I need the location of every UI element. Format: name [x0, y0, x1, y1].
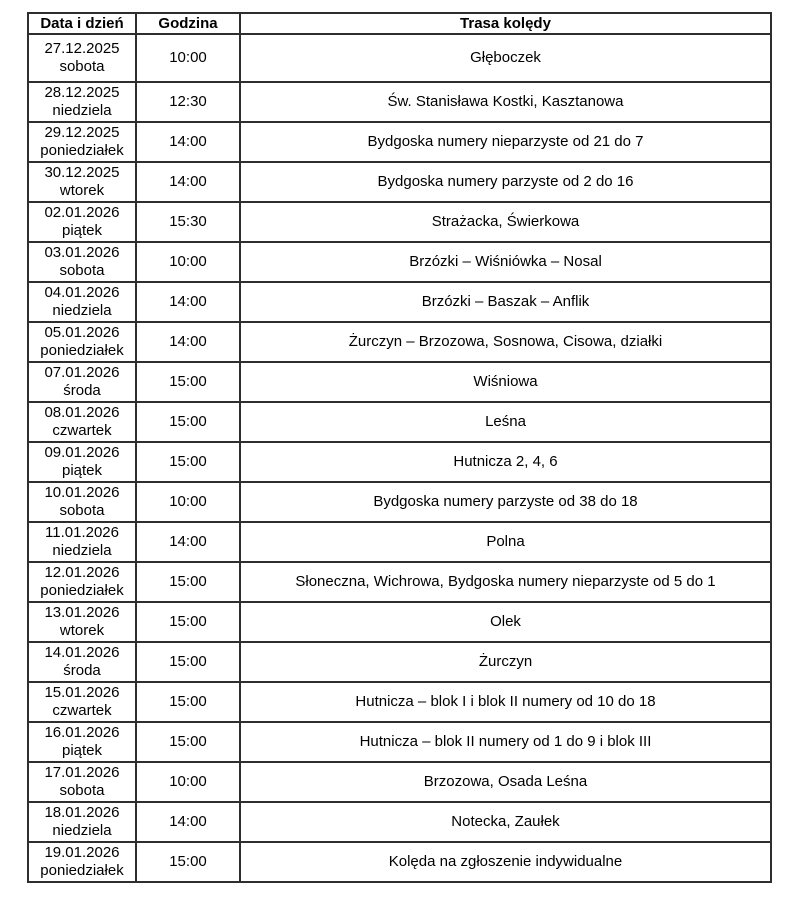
route-cell [240, 242, 771, 282]
time-label: 14:00 [169, 133, 207, 150]
header-time: Godzina [136, 13, 240, 34]
route-cell [240, 642, 771, 682]
time-label: 14:00 [169, 813, 207, 830]
time-cell [136, 402, 240, 442]
time-label: 15:00 [169, 413, 207, 430]
time-label: 14:00 [169, 173, 207, 190]
route-cell [240, 722, 771, 762]
day-label: czwartek [52, 422, 112, 439]
date-label: 04.01.2026 [44, 284, 120, 301]
route-cell [240, 162, 771, 202]
time-label: 10:00 [169, 49, 207, 66]
table-row [28, 762, 771, 802]
date-label: 16.01.2026 [44, 724, 120, 741]
route-cell [240, 322, 771, 362]
date-label: 09.01.2026 [44, 444, 120, 461]
time-label: 12:30 [169, 93, 207, 110]
table-row [28, 802, 771, 842]
date-cell [28, 34, 136, 82]
date-cell [28, 802, 136, 842]
day-label: piątek [61, 462, 103, 479]
table-row [28, 682, 771, 722]
route-label: Leśna [485, 413, 526, 430]
time-cell [136, 362, 240, 402]
route-label: Żurczyn – Brzozowa, Sosnowa, Cisowa, działki [348, 333, 663, 350]
table-row [28, 362, 771, 402]
time-label: 14:00 [169, 533, 207, 550]
date-label: 11.01.2026 [45, 524, 119, 541]
table-row [28, 442, 771, 482]
route-cell [240, 282, 771, 322]
route-cell [240, 202, 771, 242]
route-cell [240, 762, 771, 802]
route-label: Wiśniowa [473, 373, 538, 390]
time-label: 10:00 [169, 773, 207, 790]
time-label: 15:00 [169, 853, 207, 870]
time-cell [136, 162, 240, 202]
route-cell [240, 34, 771, 82]
time-cell [136, 642, 240, 682]
route-cell [240, 562, 771, 602]
date-label: 07.01.2026 [44, 364, 120, 381]
route-label: Polna [486, 533, 525, 550]
time-cell [136, 482, 240, 522]
time-cell [136, 34, 240, 82]
date-cell [28, 82, 136, 122]
time-label: 15:00 [169, 613, 207, 630]
table-row [28, 402, 771, 442]
route-cell [240, 442, 771, 482]
date-cell [28, 642, 136, 682]
route-cell [240, 402, 771, 442]
route-label: Brzózki – Baszak – Anflik [421, 293, 590, 310]
day-label: piątek [61, 222, 103, 239]
date-label: 10.01.2026 [44, 484, 120, 501]
table-row [28, 34, 771, 82]
table-row [28, 842, 771, 882]
route-label: Bydgoska numery parzyste od 38 do 18 [373, 493, 638, 510]
date-cell [28, 522, 136, 562]
date-label: 14.01.2026 [44, 644, 120, 661]
date-cell [28, 282, 136, 322]
day-label: środa [63, 382, 101, 399]
schedule-table-header [28, 13, 771, 34]
table-row [28, 522, 771, 562]
time-cell [136, 562, 240, 602]
time-cell [136, 202, 240, 242]
time-label: 15:00 [169, 573, 207, 590]
date-cell [28, 162, 136, 202]
day-label: niedziela [52, 102, 112, 119]
schedule-table-body [28, 34, 771, 882]
day-label: czwartek [52, 702, 112, 719]
time-cell [136, 722, 240, 762]
day-label: sobota [59, 782, 105, 799]
time-cell [136, 442, 240, 482]
date-cell [28, 562, 136, 602]
day-label: poniedziałek [40, 142, 124, 159]
time-label: 14:00 [169, 293, 207, 310]
route-cell [240, 82, 771, 122]
table-row [28, 562, 771, 602]
route-label: Kolęda na zgłoszenie indywidualne [388, 853, 623, 870]
day-label: wtorek [59, 622, 105, 639]
route-label: Olek [490, 613, 521, 630]
date-cell [28, 682, 136, 722]
date-label: 27.12.2025 [44, 40, 120, 57]
route-cell [240, 842, 771, 882]
date-label: 02.01.2026 [44, 204, 120, 221]
time-cell [136, 122, 240, 162]
date-label: 05.01.2026 [44, 324, 120, 341]
date-label: 30.12.2025 [44, 164, 120, 181]
time-cell [136, 802, 240, 842]
table-row [28, 202, 771, 242]
header-route: Trasa kolędy [240, 13, 771, 34]
table-row [28, 722, 771, 762]
time-cell [136, 682, 240, 722]
route-label: Bydgoska numery nieparzyste od 21 do 7 [367, 133, 644, 150]
header-date-day: Data i dzień [28, 13, 136, 34]
date-label: 13.01.2026 [44, 604, 120, 621]
route-label: Żurczyn [478, 653, 533, 670]
time-cell [136, 82, 240, 122]
route-cell [240, 802, 771, 842]
route-cell [240, 482, 771, 522]
route-label: Brzozowa, Osada Leśna [423, 773, 588, 790]
time-label: 15:00 [169, 733, 207, 750]
table-row [28, 482, 771, 522]
date-cell [28, 242, 136, 282]
route-cell [240, 682, 771, 722]
date-label: 17.01.2026 [44, 764, 120, 781]
time-cell [136, 762, 240, 802]
time-label: 10:00 [169, 493, 207, 510]
day-label: wtorek [59, 182, 105, 199]
date-label: 28.12.2025 [44, 84, 120, 101]
date-label: 03.01.2026 [44, 244, 120, 261]
time-cell [136, 282, 240, 322]
time-label: 14:00 [169, 333, 207, 350]
time-label: 15:00 [169, 693, 207, 710]
date-cell [28, 842, 136, 882]
route-cell [240, 122, 771, 162]
route-label: Hutnicza – blok II numery od 1 do 9 i blok III [359, 733, 652, 750]
time-label: 15:00 [169, 373, 207, 390]
date-cell [28, 322, 136, 362]
date-cell [28, 402, 136, 442]
day-label: niedziela [52, 542, 112, 559]
time-cell [136, 322, 240, 362]
day-label: środa [63, 662, 101, 679]
time-label: 15:00 [169, 453, 207, 470]
date-cell [28, 762, 136, 802]
header-row [28, 13, 771, 34]
day-label: niedziela [52, 302, 112, 319]
route-label: Bydgoska numery parzyste od 2 do 16 [377, 173, 634, 190]
route-label: Głęboczek [470, 49, 541, 66]
route-cell [240, 362, 771, 402]
day-label: poniedziałek [40, 862, 124, 879]
time-label: 15:00 [169, 653, 207, 670]
route-label: Brzózki – Wiśniówka – Nosal [409, 253, 602, 270]
date-cell [28, 602, 136, 642]
date-label: 19.01.2026 [44, 844, 120, 861]
route-label: Słoneczna, Wichrowa, Bydgoska numery nieparzyste od 5 do 1 [295, 573, 716, 590]
date-label: 18.01.2026 [44, 804, 120, 821]
date-cell [28, 482, 136, 522]
route-label: Hutnicza – blok I i blok II numery od 10 do 18 [355, 693, 656, 710]
route-label: Hutnicza 2, 4, 6 [453, 453, 558, 470]
date-cell [28, 722, 136, 762]
time-label: 15:30 [169, 213, 207, 230]
time-cell [136, 522, 240, 562]
schedule-table [27, 12, 772, 883]
day-label: poniedziałek [40, 342, 124, 359]
table-row [28, 122, 771, 162]
date-label: 29.12.2025 [44, 124, 120, 141]
date-label: 15.01.2026 [44, 684, 120, 701]
date-cell [28, 202, 136, 242]
route-cell [240, 522, 771, 562]
time-cell [136, 842, 240, 882]
day-label: poniedziałek [40, 582, 124, 599]
date-cell [28, 122, 136, 162]
route-label: Św. Stanisława Kostki, Kasztanowa [387, 93, 624, 110]
day-label: sobota [59, 58, 105, 75]
table-row [28, 162, 771, 202]
date-cell [28, 362, 136, 402]
route-label: Strażacka, Świerkowa [431, 213, 580, 230]
day-label: piątek [61, 742, 103, 759]
time-cell [136, 602, 240, 642]
time-label: 10:00 [169, 253, 207, 270]
day-label: sobota [59, 262, 105, 279]
route-cell [240, 602, 771, 642]
date-cell [28, 442, 136, 482]
day-label: niedziela [52, 822, 112, 839]
table-row [28, 282, 771, 322]
table-row [28, 602, 771, 642]
table-row [28, 82, 771, 122]
route-label: Notecka, Zaułek [451, 813, 560, 830]
table-row [28, 642, 771, 682]
table-row [28, 242, 771, 282]
date-label: 12.01.2026 [44, 564, 120, 581]
time-cell [136, 242, 240, 282]
table-row [28, 322, 771, 362]
date-label: 08.01.2026 [44, 404, 120, 421]
day-label: sobota [59, 502, 105, 519]
